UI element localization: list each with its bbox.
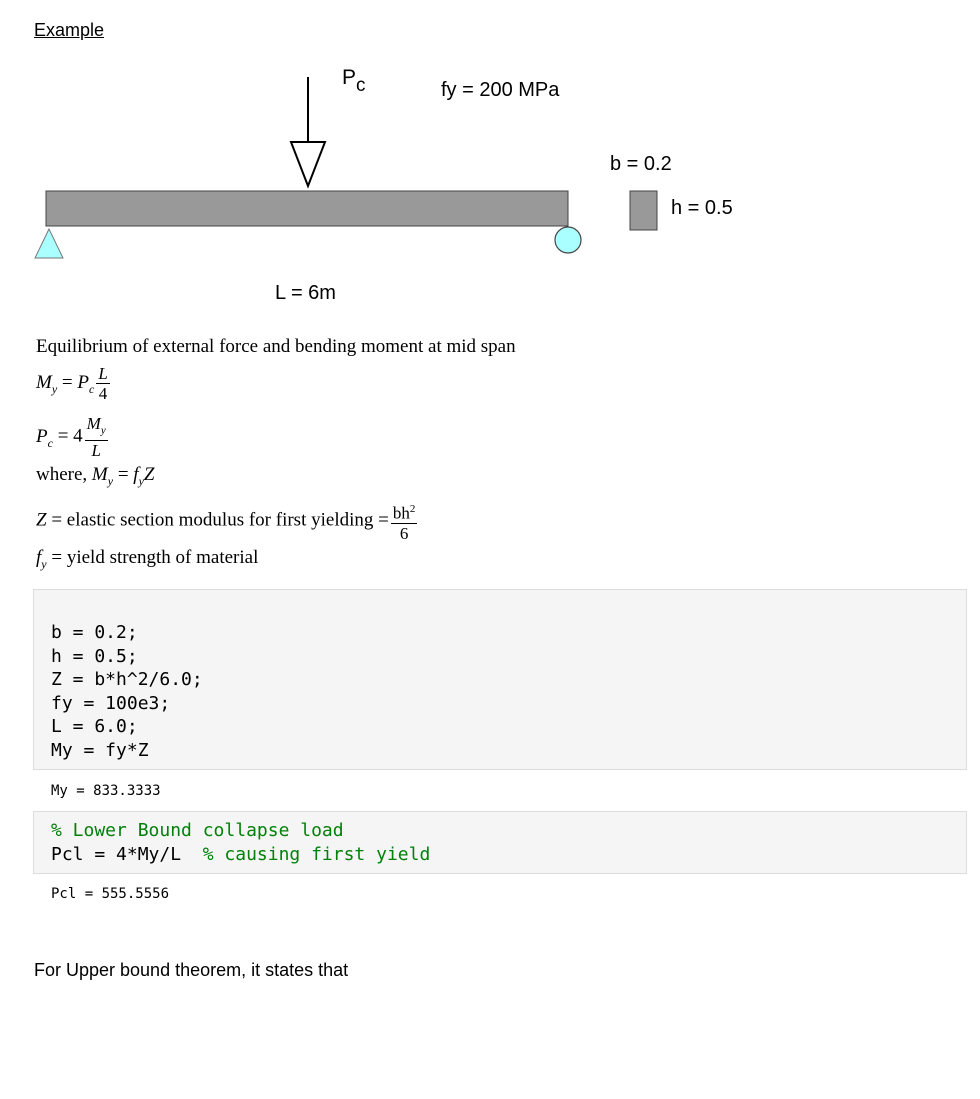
- load-arrow-head-icon: [291, 142, 325, 186]
- code-line: h = 0.5;: [51, 645, 138, 667]
- code-line: Pcl = 4*My/L % causing first yield: [51, 843, 431, 865]
- code-line: Z = b*h^2/6.0;: [51, 669, 203, 690]
- intro-text: Equilibrium of external force and bending moment at mid span: [36, 336, 516, 357]
- code-comment: % Lower Bound collapse load: [51, 820, 344, 841]
- h-label: h = 0.5: [671, 197, 733, 219]
- length-label: L = 6m: [275, 282, 336, 304]
- load-label: Pc: [342, 66, 366, 96]
- beam-diagram: [0, 0, 980, 320]
- code-line: My = fy*Z: [51, 739, 149, 761]
- output-my: My = 833.3333: [51, 783, 161, 799]
- code-block-1[interactable]: [33, 589, 967, 770]
- equation-z: Z = elastic section modulus for first yielding = $\frac{bh^2}{6}$: [36, 500, 419, 543]
- pin-support-icon: [35, 229, 63, 258]
- cross-section: [630, 191, 657, 230]
- code-block-2[interactable]: [33, 811, 967, 874]
- equation-my: $M_y = P_c$ $\frac{L}{4}$: [36, 364, 108, 403]
- fy-label: fy = 200 MPa: [441, 79, 560, 101]
- code-line: L = 6.0;: [51, 716, 138, 737]
- equation-where: where, $M_y = f_yZ$: [36, 464, 155, 488]
- equation-pc: $P_c = 4$ $\frac{M_y}{L}$: [36, 414, 106, 461]
- upper-bound-text: For Upper bound theorem, it states that: [34, 960, 349, 980]
- equation-fy: $f_y$ = yield strength of material: [36, 547, 259, 571]
- code-line: b = 0.2;: [51, 622, 138, 643]
- heading: Example: [34, 20, 105, 40]
- roller-support-icon: [555, 227, 581, 253]
- beam: [46, 191, 568, 226]
- b-label: b = 0.2: [610, 153, 672, 175]
- code-line: fy = 100e3;: [51, 692, 171, 714]
- code-comment: % causing first yield: [202, 843, 431, 865]
- output-pcl: Pcl = 555.5556: [51, 886, 170, 902]
